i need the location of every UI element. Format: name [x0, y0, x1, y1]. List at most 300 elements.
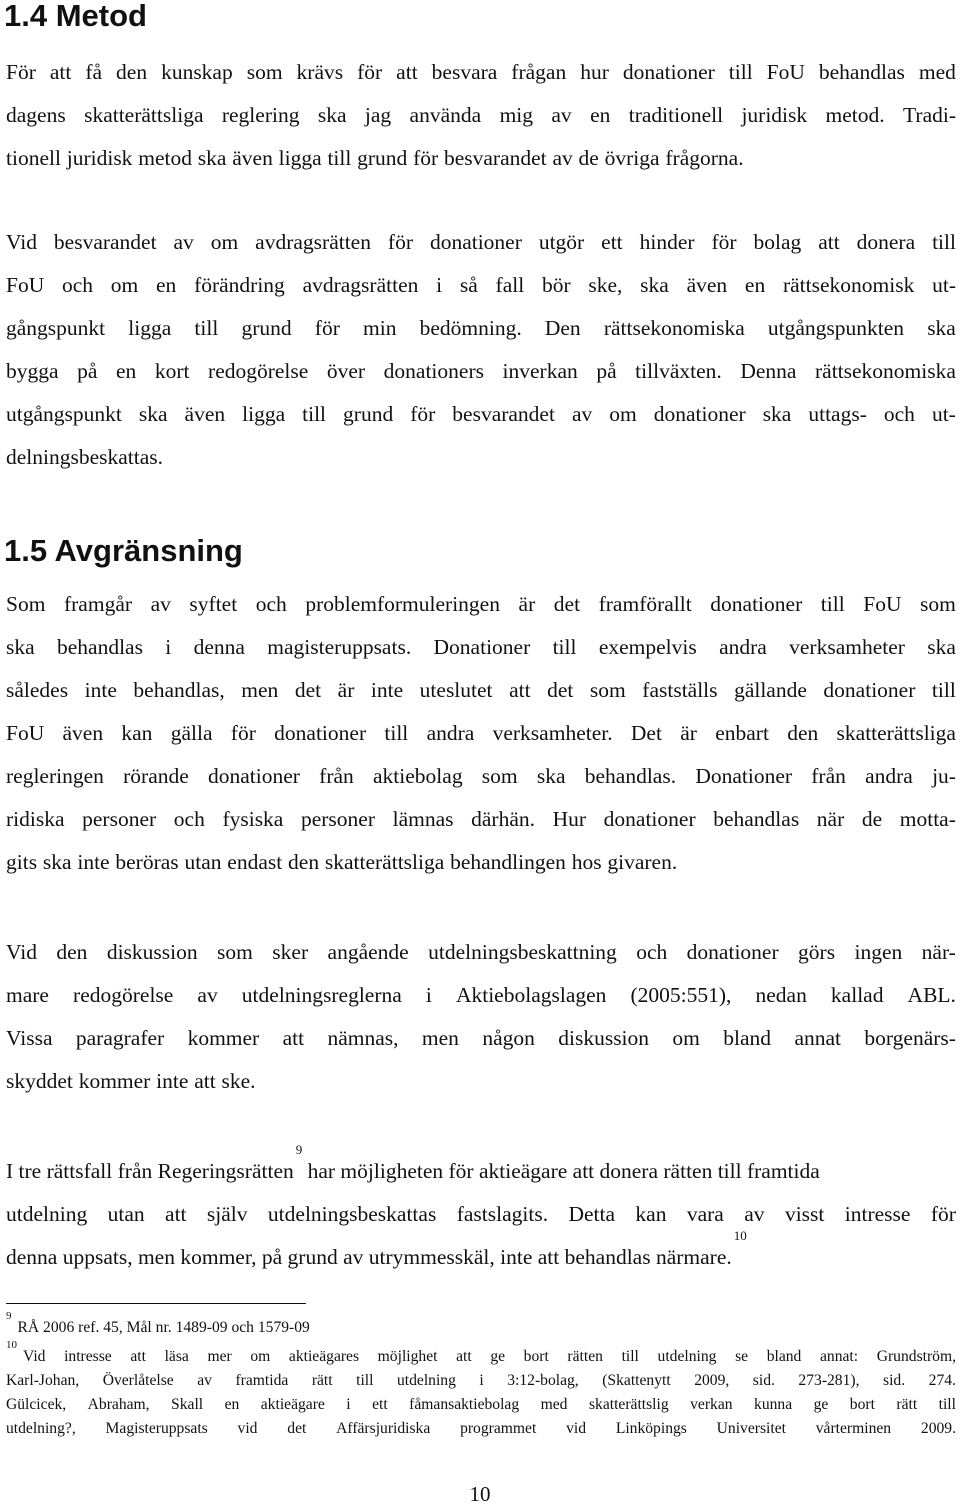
- word: själv: [206, 1202, 248, 1226]
- word: framgår: [63, 592, 133, 616]
- word: förändring: [194, 273, 285, 297]
- text-run: I tre rättsfall från Regeringsrätten: [6, 1159, 294, 1183]
- word: Det: [630, 721, 662, 745]
- word: grund: [241, 316, 292, 340]
- word: syftet: [189, 592, 238, 616]
- word: grund: [343, 402, 394, 426]
- word: det: [287, 1420, 307, 1437]
- word: lämnas: [392, 807, 454, 831]
- word: den: [787, 721, 819, 745]
- word: 2009.: [920, 1420, 956, 1437]
- word: Skall: [171, 1396, 204, 1413]
- word: att: [194, 1069, 216, 1093]
- word: jag: [364, 103, 392, 127]
- text-line: [6, 974, 956, 1017]
- word: ABL.: [907, 983, 956, 1007]
- word: bedömning.: [419, 316, 522, 340]
- page-number: 10: [469, 1482, 491, 1506]
- footnote-line: [6, 1369, 956, 1393]
- text-line: [6, 583, 956, 626]
- word: övriga: [604, 146, 660, 170]
- word: Linköpings: [615, 1420, 687, 1437]
- word: endast: [227, 850, 283, 874]
- word: paragrafer: [75, 1026, 165, 1050]
- word: en: [590, 103, 611, 127]
- word: aktieägare: [260, 1396, 325, 1413]
- word: grund: [357, 146, 408, 170]
- word: till: [728, 60, 753, 84]
- word: kan: [121, 721, 153, 745]
- word: av: [197, 983, 218, 1007]
- word: av: [197, 1372, 212, 1389]
- word: av: [551, 103, 572, 127]
- text-line: [6, 755, 956, 798]
- word: till: [932, 230, 956, 254]
- word: få: [85, 60, 103, 84]
- word: inte: [84, 678, 117, 702]
- word: till: [931, 678, 956, 702]
- word: krävs: [296, 60, 344, 84]
- word: donera: [856, 230, 916, 254]
- word: donationer: [603, 807, 696, 831]
- word: delningsbeskattas.: [6, 445, 164, 469]
- word: utgångspunkt: [6, 402, 122, 426]
- word: i: [346, 1396, 351, 1413]
- text-line: [6, 931, 956, 974]
- word: ska: [536, 764, 566, 788]
- word: gälla: [170, 721, 213, 745]
- word: ett: [372, 1396, 388, 1413]
- word: Överlåtelse: [102, 1372, 174, 1389]
- word: i: [425, 983, 432, 1007]
- word: från: [319, 764, 354, 788]
- word: i: [479, 1372, 484, 1389]
- word: vid: [566, 1420, 587, 1437]
- word: beröras: [115, 850, 179, 874]
- word: fastställs: [642, 678, 718, 702]
- word: och: [61, 273, 94, 297]
- word: kommer: [187, 1026, 260, 1050]
- word: 3:12-bolag,: [507, 1372, 579, 1389]
- word: och: [883, 402, 915, 426]
- word: utan: [107, 1202, 145, 1226]
- word: besvarandet: [53, 230, 157, 254]
- word: bolag: [753, 230, 802, 254]
- word: vid: [237, 1420, 258, 1437]
- word: FoU: [863, 592, 902, 616]
- word: men: [241, 678, 279, 702]
- word: av: [744, 1202, 765, 1226]
- word: andra: [426, 721, 475, 745]
- word: det: [294, 678, 322, 702]
- word: FoU: [6, 273, 45, 297]
- word: ske.: [221, 1069, 256, 1093]
- word: rätt: [311, 1372, 333, 1389]
- word: rätt: [896, 1396, 918, 1413]
- word: utan: [184, 850, 222, 874]
- word: kunna: [754, 1396, 793, 1413]
- word: hinder: [639, 230, 695, 254]
- word: behandlas,: [133, 678, 225, 702]
- word: besvarandet: [443, 146, 547, 170]
- word: aktiebolag: [373, 764, 463, 788]
- word: för: [413, 146, 439, 170]
- word: regleringen: [6, 764, 104, 788]
- word: Vid: [6, 940, 37, 964]
- word: besvarandet: [452, 402, 555, 426]
- word: bör: [541, 273, 571, 297]
- word: en: [224, 1396, 240, 1413]
- word: givaren.: [607, 850, 678, 874]
- word: verksamheter.: [492, 721, 613, 745]
- word: fastslagits.: [456, 1202, 549, 1226]
- text-line: [6, 841, 956, 884]
- text-line: [6, 350, 956, 393]
- word: denna: [193, 635, 245, 659]
- word: avdragsrätten: [302, 273, 419, 297]
- footnote-ref-9[interactable]: 9: [295, 1142, 303, 1157]
- word: skyddet: [6, 1069, 73, 1093]
- footnote-10: [6, 1339, 956, 1441]
- word: metod: [138, 146, 192, 170]
- word: för: [930, 1202, 956, 1226]
- footnote-line: [6, 1339, 956, 1369]
- text-line: [6, 712, 956, 755]
- text-line: [6, 221, 956, 264]
- word: om: [609, 402, 637, 426]
- word: bland: [723, 1026, 772, 1050]
- word: att: [282, 1026, 305, 1050]
- word: vårterminen: [815, 1420, 892, 1437]
- word: reglering: [221, 103, 300, 127]
- word: utdelningsreglerna: [241, 983, 402, 1007]
- word: personer: [300, 807, 375, 831]
- word: magisteruppsats.: [267, 635, 412, 659]
- word: (Skattenytt: [602, 1372, 671, 1389]
- word: metod.: [825, 103, 885, 127]
- footnote-number: 10: [6, 1339, 17, 1351]
- word: att: [818, 230, 840, 254]
- word: Vissa: [6, 1026, 53, 1050]
- word: Den: [544, 316, 581, 340]
- word: motta-: [899, 807, 956, 831]
- word: ligga: [242, 402, 286, 426]
- word: således: [6, 678, 69, 702]
- word: som: [920, 592, 956, 616]
- word: diskussion: [106, 940, 198, 964]
- word: kan: [635, 1202, 667, 1226]
- word: de: [861, 807, 883, 831]
- word: angående: [327, 940, 409, 964]
- word: andra: [865, 764, 913, 788]
- word: Karl-Johan,: [6, 1372, 80, 1389]
- word: frågan: [511, 60, 567, 84]
- word: inte: [156, 1069, 189, 1093]
- text-line: [6, 51, 956, 94]
- word: donationer: [208, 764, 300, 788]
- word: även: [686, 273, 728, 297]
- word: en: [115, 359, 137, 383]
- text-line: [6, 393, 956, 436]
- word: någon: [482, 1026, 535, 1050]
- word: framtida: [235, 1372, 289, 1389]
- word: om: [110, 273, 139, 297]
- text-line: [6, 798, 956, 841]
- word: frågorna.: [665, 146, 744, 170]
- word: donationer: [823, 678, 916, 702]
- word: ridiska: [6, 807, 65, 831]
- word: behandlas: [818, 60, 905, 84]
- word: tionell: [6, 146, 61, 170]
- word: av: [552, 146, 573, 170]
- word: utgör: [538, 230, 585, 254]
- word: gits: [6, 850, 38, 874]
- word: även: [184, 402, 226, 426]
- footnote-text: RÅ 2006 ref. 45, Mål nr. 1489-09 och 1579-09: [17, 1319, 310, 1336]
- word: ska: [42, 850, 72, 874]
- paragraph-metod-1: [6, 51, 956, 180]
- word: ska: [197, 146, 227, 170]
- word: sid.: [883, 1372, 906, 1389]
- word: ingen: [854, 940, 903, 964]
- word: från: [811, 764, 846, 788]
- footnote-text: Vid intresse att läsa mer om aktieägares möjlighet att ge bort rätten till utdelning se bland annat: Grundström,: [23, 1348, 956, 1365]
- word: Denna: [740, 359, 797, 383]
- footnote-line: [6, 1393, 956, 1417]
- word: traditionell: [628, 103, 724, 127]
- word: ska: [317, 103, 347, 127]
- word: utdelning?,: [6, 1420, 76, 1437]
- word: är: [518, 592, 536, 616]
- text-run: har möjligheten för aktieägare att donera rätten till framtida: [302, 1159, 820, 1183]
- word: donationer: [686, 940, 779, 964]
- word: även: [232, 146, 273, 170]
- word: gällande: [734, 678, 807, 702]
- word: (2005:551),: [630, 983, 732, 1007]
- word: exempelvis: [598, 635, 697, 659]
- footnote-line: [6, 1310, 956, 1340]
- word: Donationer: [433, 635, 531, 659]
- word: även: [62, 721, 104, 745]
- word: problemformuleringen: [305, 592, 500, 616]
- word: juridisk: [66, 146, 133, 170]
- word: kommer: [78, 1069, 151, 1093]
- text-line: [6, 626, 956, 669]
- word: kort: [154, 359, 190, 383]
- word: om: [672, 1026, 700, 1050]
- word: Abraham,: [87, 1396, 150, 1413]
- word: och: [173, 807, 205, 831]
- paragraph-metod-2: [6, 221, 956, 479]
- word: Universitet: [716, 1420, 786, 1437]
- word: med: [918, 60, 956, 84]
- word: donationer: [710, 592, 803, 616]
- word: är: [337, 678, 355, 702]
- word: visst: [784, 1202, 825, 1226]
- word: den: [56, 940, 88, 964]
- text-line: [6, 137, 956, 180]
- word: donationer: [622, 60, 715, 84]
- word: utdelning: [6, 1202, 88, 1226]
- word: när-: [921, 940, 956, 964]
- word: hos: [571, 850, 602, 874]
- word: i: [436, 273, 443, 297]
- word: donationer: [653, 402, 746, 426]
- word: diskussion: [558, 1026, 650, 1050]
- word: utdelning: [396, 1372, 456, 1389]
- word: så: [459, 273, 478, 297]
- word: till: [820, 592, 845, 616]
- word: att: [165, 1202, 187, 1226]
- word: intresse: [844, 1202, 911, 1226]
- word: Aktiebolagslagen: [455, 983, 607, 1007]
- word: 273-281),: [798, 1372, 860, 1389]
- word: fall: [495, 273, 525, 297]
- word: juridisk: [741, 103, 808, 127]
- word: kallad: [830, 983, 884, 1007]
- word: verksamheter: [789, 635, 905, 659]
- section-heading-avgransning: 1.5 Avgränsning: [4, 533, 243, 568]
- paragraph-avgransning-3: [6, 1142, 956, 1279]
- word: det: [553, 592, 581, 616]
- word: sid.: [752, 1372, 775, 1389]
- paragraph-avgransning-1: [6, 583, 956, 884]
- word: som: [246, 60, 283, 84]
- word: ska: [762, 402, 792, 426]
- word: på: [596, 359, 617, 383]
- word: hur: [580, 60, 609, 84]
- word: den: [116, 60, 148, 84]
- word: nämnas,: [327, 1026, 399, 1050]
- word: sker: [272, 940, 309, 964]
- word: en: [156, 273, 177, 297]
- word: programmet: [460, 1420, 537, 1437]
- word: ska: [927, 635, 956, 659]
- word: verkan: [690, 1396, 733, 1413]
- word: donationer: [429, 230, 522, 254]
- word: Donationer: [695, 764, 793, 788]
- word: en: [744, 273, 766, 297]
- word: som: [217, 940, 253, 964]
- word: skatterättsliga: [84, 103, 204, 127]
- word: att: [509, 678, 531, 702]
- word: skatterättslig: [588, 1396, 669, 1413]
- text-line: [6, 436, 956, 479]
- word: behandlingen: [450, 850, 566, 874]
- word: och: [255, 592, 287, 616]
- word: ska: [6, 635, 35, 659]
- word: för: [410, 402, 436, 426]
- word: till: [552, 635, 577, 659]
- footnote-line: [6, 1417, 956, 1441]
- word: annat: [794, 1026, 841, 1050]
- word: skatterättsliga: [324, 850, 445, 874]
- word: enbart: [715, 721, 769, 745]
- word: över: [326, 359, 366, 383]
- word: ut-: [931, 402, 956, 426]
- word: Vid: [6, 230, 37, 254]
- word: 274.: [928, 1372, 956, 1389]
- footnote-number: 9: [6, 1310, 12, 1322]
- word: ligga: [278, 146, 322, 170]
- word: besvara: [431, 60, 498, 84]
- word: därhän.: [471, 807, 535, 831]
- word: utdelningsbeskattning: [428, 940, 617, 964]
- word: av: [571, 402, 593, 426]
- word: den: [288, 850, 320, 874]
- footnote-divider: [6, 1303, 306, 1304]
- text-line: [6, 1017, 956, 1060]
- word: till: [327, 146, 352, 170]
- word: Tradi-: [903, 103, 956, 127]
- word: för: [314, 316, 340, 340]
- word: att: [396, 60, 418, 84]
- word: till: [384, 721, 409, 745]
- word: ligga: [128, 316, 172, 340]
- word: är: [680, 721, 697, 745]
- word: ge: [813, 1396, 829, 1413]
- word: ska: [640, 273, 669, 297]
- text-line: [6, 669, 956, 712]
- word: andra: [719, 635, 767, 659]
- word: av: [173, 230, 194, 254]
- word: kunskap: [161, 60, 233, 84]
- word: för: [230, 721, 256, 745]
- word: ska: [138, 402, 168, 426]
- word: vara: [686, 1202, 724, 1226]
- text-line: [6, 1193, 956, 1236]
- word: 2009,: [694, 1372, 730, 1389]
- word: bort: [849, 1396, 875, 1413]
- word: gångspunkt: [6, 316, 106, 340]
- word: skatterättsliga: [836, 721, 956, 745]
- word: görs: [798, 940, 836, 964]
- word: Detta: [568, 1202, 616, 1226]
- word: uteslutet: [419, 678, 493, 702]
- word: nedan: [755, 983, 807, 1007]
- word: när: [816, 807, 845, 831]
- word: med: [540, 1396, 568, 1413]
- word: behandlas: [57, 635, 143, 659]
- text-line: [6, 1228, 956, 1279]
- word: inte: [370, 678, 404, 702]
- section-heading-metod: 1.4 Metod: [4, 0, 147, 33]
- word: och: [636, 940, 668, 964]
- word: mig: [499, 103, 534, 127]
- word: FoU: [766, 60, 805, 84]
- word: ska: [927, 316, 956, 340]
- word: inte: [77, 850, 110, 874]
- word: personer: [82, 807, 157, 831]
- word: om: [210, 230, 239, 254]
- footnote-ref-10[interactable]: 10: [733, 1228, 747, 1243]
- word: inverkan: [502, 359, 578, 383]
- word: för: [711, 230, 737, 254]
- text-run: denna uppsats, men kommer, på grund av utrymmesskäl, inte att behandlas närmare.: [6, 1245, 732, 1269]
- word: rörande: [123, 764, 189, 788]
- word: utdelningsbeskattas: [267, 1202, 437, 1226]
- word: Magisteruppsats: [105, 1420, 208, 1437]
- word: till: [356, 1372, 374, 1389]
- word: behandlas: [713, 807, 800, 831]
- text-line: [6, 307, 956, 350]
- word: att: [49, 60, 72, 84]
- word: tillväxten.: [635, 359, 722, 383]
- word: donationer: [274, 721, 367, 745]
- word: för: [387, 230, 413, 254]
- word: de: [578, 146, 599, 170]
- word: Affärsjuridiska: [336, 1420, 431, 1437]
